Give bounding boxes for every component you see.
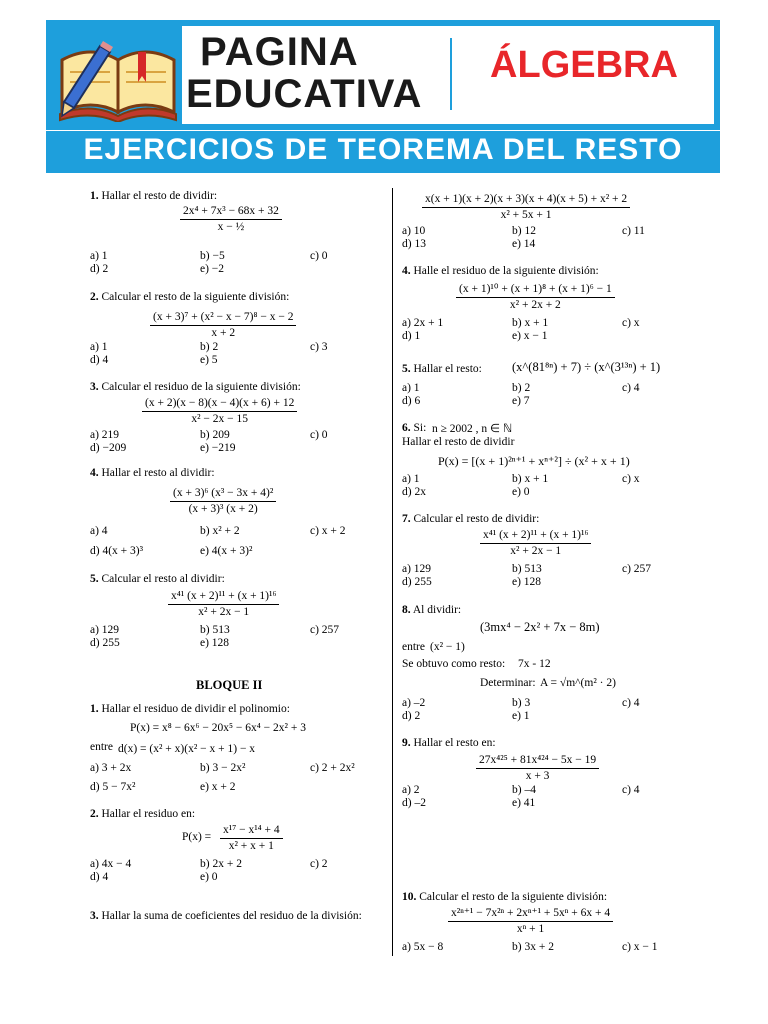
brand-line-1: PAGINA [200,30,359,74]
option: c) 2 + 2x² [310,762,355,774]
option: a) 219 [90,429,120,441]
option: d) 6 [402,395,421,407]
entre-label: entre [90,741,113,753]
option: b) –4 [512,784,536,796]
problem-fraction: $\frac{\text{(x + 3)⁶ (x³ − 3x + 4)²}}{\text{(x + 3)³ (x + 2)}}$ [170,487,276,516]
problem-question-cont: Hallar el resto de dividir [402,436,515,448]
option: e) −219 [200,442,236,454]
brand-line-2: EDUCATIVA [186,72,423,116]
option: d) 5 − 7x² [90,781,136,793]
option: a) 1 [90,341,108,353]
option: d) 255 [402,576,432,588]
problem-fraction: $\frac{\text{x(x + 1)(x + 2)(x + 3)(x + 4)(x + 5) + x² + 2}}{\text{x² + 5x + 1}}$ [422,193,630,222]
option: d) 255 [90,637,120,649]
option: e) 1 [512,710,530,722]
option: a) –2 [402,697,426,709]
problem-question: 1. Hallar el residuo de dividir el polinomio: [90,703,290,715]
problem-question: 3. Hallar la suma de coeficientes del residuo de la división: [90,910,362,922]
option: b) 209 [200,429,230,441]
polynomial-expression: P(x) = x⁸ − 6x⁶ − 20x⁵ − 6x⁴ − 2x² + 3 [130,722,306,734]
option: a) 2x + 1 [402,317,444,329]
section-heading: BLOQUE II [196,678,263,692]
option: e) 0 [512,486,530,498]
option: a) 4 [90,525,108,537]
option: b) 513 [512,563,542,575]
problem-question: 6. Si: [402,422,427,434]
option: c) x − 1 [622,941,658,953]
problem-question: 5. Hallar el resto: [402,363,482,375]
option: e) 0 [200,871,218,883]
problem-question: 3. Calcular el residuo de la siguiente división: [90,381,301,393]
problem-question: 9. Hallar el resto en: [402,737,496,749]
option: a) 129 [90,624,120,636]
option: e) 4(x + 3)² [200,545,253,557]
problem-question: 2. Hallar el residuo en: [90,808,196,820]
option: a) 1 [402,473,420,485]
option: d) 4 [90,871,109,883]
problem-fraction: $\frac{\text{27x⁴²⁵ + 81x⁴²⁴ − 5x − 19}}{x + 3}$ [476,754,599,783]
option: e) x + 2 [200,781,236,793]
option: c) 11 [622,225,645,237]
division-expression: (x^(81⁸ⁿ) + 7) ÷ (x^(3¹³ⁿ) + 1) [512,360,661,374]
option: b) 3x + 2 [512,941,554,953]
option: b) x² + 2 [200,525,240,537]
option: b) x + 1 [512,317,549,329]
option: e) −2 [200,263,225,275]
page-title: EJERCICIOS DE TEOREMA DEL RESTO [83,133,683,166]
problem-question: 1. Hallar el resto de dividir: [90,190,218,202]
problem-fraction: $\frac{\text{(x + 3)⁷ + (x² − x − 7)⁸ − x − 2}}{x + 2}$ [150,311,296,340]
option: c) x [622,317,640,329]
option: d) 1 [402,330,421,342]
subject-title: ÁLGEBRA [490,44,678,86]
option: c) 257 [622,563,652,575]
problem-fraction: $\frac{(x + 2)(x - 8)(x - 4)(x + 6) + 12}{\text{x² − 2x − 15}}$ [142,397,297,426]
option: b) 12 [512,225,536,237]
polynomial-lhs: P(x) = [182,831,212,843]
option: b) x + 1 [512,473,549,485]
problem-fraction: $\frac{\text{(x + 1)¹⁰ + (x + 1)⁸ + (x + 1)⁶ − 1}}{\text{x² + 2x + 2}}$ [456,283,615,312]
problem-fraction: $\frac{\text{x²ⁿ⁺¹ − 7x²ⁿ + 2xⁿ⁺¹ + 5xⁿ + 6x + 4}}{\text{xⁿ + 1}}$ [448,907,613,936]
option: a) 2 [402,784,420,796]
dividend-expression: (3mx⁴ − 2x² + 7x − 8m) [480,620,600,634]
problem-fraction: $\frac{\text{x⁴¹ (x + 2)¹¹ + (x + 1)¹⁶}}{\text{x² + 2x − 1}}$ [168,590,279,619]
division-expression: P(x) = [(x + 1)²ⁿ⁺¹ + xⁿ⁺²] ÷ (x² + x + 1) [438,454,630,468]
header-divider [450,38,452,110]
problem-fraction: $\frac{\text{x⁴¹ (x + 2)¹¹ + (x + 1)¹⁶}}{\text{x² + 2x − 1}}$ [480,529,591,558]
option: d) 4 [90,354,109,366]
option: a) 1 [90,250,108,262]
option: c) 2 [310,858,328,870]
option: a) 4x − 4 [90,858,132,870]
option: c) x [622,473,640,485]
option: d) 13 [402,238,426,250]
condition-expression: n ≥ 2002 , n ∈ ℕ [432,423,513,435]
determinar-label: Determinar: [480,677,536,689]
problem-question: 4. Hallar el resto al dividir: [90,467,215,479]
divisor-expression: (x² − 1) [430,641,465,653]
problem-fraction: $\frac{\text{2x⁴ + 7x³ − 68x + 32}}{\text{x − ½}}$ [180,205,282,234]
option: a) 129 [402,563,432,575]
option: c) 3 [310,341,328,353]
problem-question: 5. Calcular el resto al dividir: [90,573,225,585]
option: d) 4(x + 3)³ [90,545,144,557]
option: e) 128 [200,637,230,649]
option: c) 4 [622,784,640,796]
option: b) −5 [200,250,225,262]
resto-label: Se obtuvo como resto: [402,658,506,670]
option: b) 3 − 2x² [200,762,246,774]
option: e) x − 1 [512,330,548,342]
option: e) 7 [512,395,530,407]
problem-question: 4. Halle el residuo de la siguiente división: [402,265,599,277]
option: c) x + 2 [310,525,346,537]
option: b) 2 [512,382,531,394]
option: b) 3 [512,697,531,709]
option: a) 3 + 2x [90,762,132,774]
entre-label: entre [402,641,425,653]
option: d) –2 [402,797,426,809]
option: e) 128 [512,576,542,588]
option: a) 1 [402,382,420,394]
option: b) 2x + 2 [200,858,242,870]
divisor-expression: d(x) = (x² + x)(x² − x + 1) − x [118,743,256,755]
option: c) 257 [310,624,340,636]
option: d) 2 [90,263,109,275]
option: b) 513 [200,624,230,636]
option: e) 14 [512,238,536,250]
option: d) 2x [402,486,426,498]
column-divider [392,188,393,956]
option: b) 2 [200,341,219,353]
problem-question: 10. Calcular el resto de la siguiente división: [402,891,608,903]
problem-question: 2. Calcular el resto de la siguiente división: [90,291,290,303]
problem-question: 8. Al dividir: [402,604,462,616]
option: c) 0 [310,250,328,262]
option: d) 2 [402,710,421,722]
option: c) 4 [622,697,640,709]
option: a) 10 [402,225,426,237]
resto-value: 7x - 12 [518,658,551,670]
determinar-expression: A = √m^(m² · 2) [540,677,616,689]
open-book-logo-icon [56,30,180,122]
option: a) 5x − 8 [402,941,444,953]
option: c) 4 [622,382,640,394]
option: c) 0 [310,429,328,441]
problem-fraction: $\frac{\text{x¹⁷ − x¹⁴ + 4}}{\text{x² + x + 1}}$ [220,824,283,853]
option: e) 5 [200,354,218,366]
option: d) −209 [90,442,127,454]
option: e) 41 [512,797,536,809]
problem-question: 7. Calcular el resto de dividir: [402,513,540,525]
